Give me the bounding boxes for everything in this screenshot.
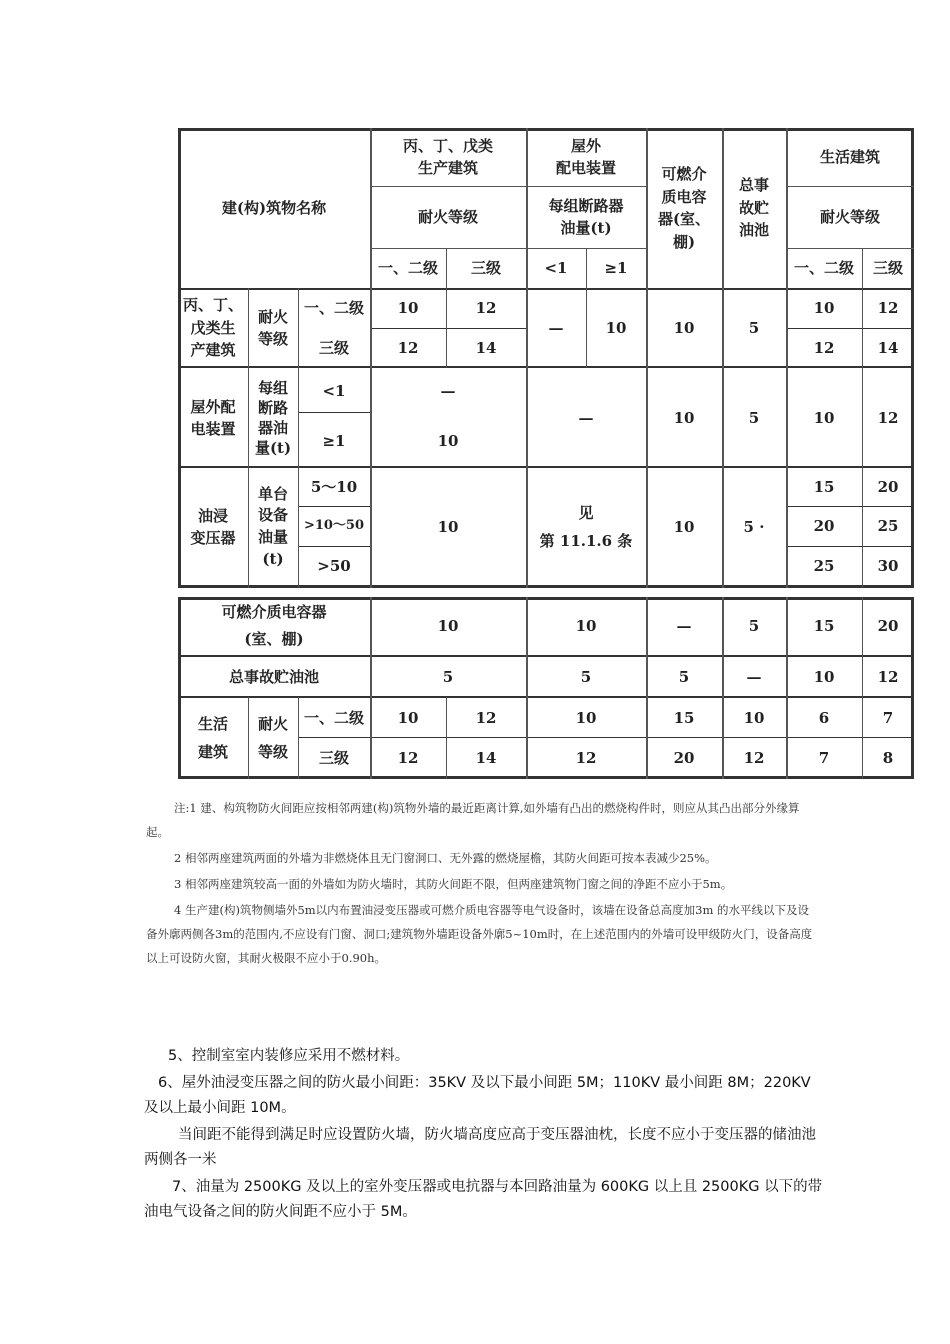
cell: 5: [442, 667, 454, 686]
cell: 10: [575, 708, 597, 727]
cell: 10: [813, 298, 835, 317]
row-label-production: 丙、丁、 戊类生 产建筑: [182, 296, 243, 360]
row-label-c1: 一、二级: [303, 298, 364, 317]
cell: 5: [748, 616, 760, 635]
note-1: 注:1 建、构筑物防火间距应按相邻两建(构)筑物外墙的最近距离计算,如外墙有凸出的燃烧构件时，则应从其凸出部分外缘算起。: [146, 801, 800, 839]
fire-separation-table-lower: [178, 597, 914, 779]
cell: 12: [877, 298, 899, 317]
cell: —: [440, 381, 456, 400]
cell: 8: [882, 748, 894, 767]
header-distribution-group: 屋外 配电装置: [555, 136, 616, 177]
row-label-lt1: <1: [322, 381, 346, 400]
note-2: 2 相邻两座建筑两面的外墙为非燃烧体且无门窗洞口、无外露的燃烧屋檐，其防火间距可按本表减少25%。: [174, 851, 717, 865]
cell: 14: [475, 748, 497, 767]
cell: 15: [813, 477, 835, 496]
cell: 5: [748, 408, 760, 427]
cell: 12: [397, 748, 419, 767]
body-paragraphs: [144, 1044, 824, 1225]
cell: 20: [877, 616, 899, 635]
row-label-ge1: ≥1: [322, 431, 346, 450]
fire-separation-table-upper: [178, 128, 914, 588]
header-living-c1: 一、二级: [793, 258, 854, 277]
cell: 10: [673, 517, 695, 536]
row-label-gt50: >50: [317, 556, 351, 575]
cell: —: [676, 616, 692, 635]
cell: 25: [813, 556, 835, 575]
cell: 10: [437, 517, 459, 536]
cell: 7: [882, 708, 894, 727]
cell: 14: [877, 338, 899, 357]
cell: 12: [475, 708, 497, 727]
row-sublabel-oil: 每组 断路 器油 量(t): [254, 378, 292, 458]
header-living-c2: 三级: [872, 258, 903, 277]
header-production-fire-rating: 耐火等级: [417, 207, 478, 226]
cell: 12: [813, 338, 835, 357]
table-notes: [146, 796, 816, 970]
header-distribution-oil: 每组断路器 油量(t): [548, 196, 624, 237]
cell: 12: [475, 298, 497, 317]
cell: 10: [605, 318, 627, 337]
row-label-c2: 三级: [318, 748, 349, 767]
row-sublabel-fire-rating: 耐火 等级: [257, 307, 288, 348]
row-label-transformer: 油浸 变压器: [190, 506, 236, 547]
cell: 10: [397, 708, 419, 727]
cell: 15: [813, 616, 835, 635]
cell: 20: [813, 516, 835, 535]
header-distribution-c2: ≥1: [604, 258, 628, 277]
cell: 12: [397, 338, 419, 357]
row-label-10-50: >10～50: [303, 518, 365, 534]
cell: —: [746, 667, 762, 686]
header-oil-pool: 总事 故贮 油池: [738, 176, 769, 240]
cell: 10: [673, 408, 695, 427]
header-production-group: 丙、丁、戊类 生产建筑: [402, 136, 493, 177]
header-capacitor: 可燃介 质电容 器(室、 棚): [657, 165, 711, 251]
cell-see-clause: 见 第 11.1.6 条: [539, 503, 633, 550]
header-distribution-c1: <1: [544, 258, 568, 277]
cell: 10: [437, 616, 459, 635]
cell: 5: [748, 318, 760, 337]
cell: 20: [877, 477, 899, 496]
cell: 6: [818, 708, 830, 727]
paragraph-5: 5、控制室室内装修应采用不燃材料。: [168, 1048, 410, 1064]
cell: 10: [813, 667, 835, 686]
cell: 5: [580, 667, 592, 686]
header-production-c1: 一、二级: [377, 258, 438, 277]
paragraph-7: 7、油量为 2500KG 及以上的室外变压器或电抗器与本回路油量为 600KG 以上且 2500KG 以下的带油电气设备之间的防火间距不应小于 5M。: [144, 1179, 823, 1220]
cell: 12: [877, 667, 899, 686]
cell: 10: [813, 408, 835, 427]
cell: 12: [877, 408, 899, 427]
cell: 15: [673, 708, 695, 727]
cell: —: [578, 408, 594, 427]
cell: 10: [743, 708, 765, 727]
cell: 12: [575, 748, 597, 767]
row-label-c2: 三级: [318, 338, 349, 357]
cell: 5 ·: [743, 517, 765, 536]
cell: 25: [877, 516, 899, 535]
cell: 5: [678, 667, 690, 686]
cell: 30: [877, 556, 899, 575]
row-sublabel-unit-oil: 单台 设备 油量 (t): [257, 484, 288, 568]
cell: —: [548, 318, 564, 337]
row-label-c1: 一、二级: [303, 708, 364, 727]
cell: 10: [437, 431, 459, 450]
row-label-distribution: 屋外配 电装置: [190, 397, 236, 438]
cell: 10: [397, 298, 419, 317]
cell: 10: [673, 318, 695, 337]
cell: 7: [818, 748, 830, 767]
paragraph-6: 6、屋外油浸变压器之间的防火最小间距：35KV 及以下最小间距 5M；110KV 最小间距 8M；220KV 及以上最小间距 10M。: [144, 1075, 811, 1116]
cell: 14: [475, 338, 497, 357]
header-production-c2: 三级: [470, 258, 501, 277]
note-3: 3 相邻两座建筑较高一面的外墙如为防火墙时，其防火间距不限，但两座建筑物门窗之间的净距不应小于5m。: [174, 877, 733, 891]
row-sublabel-fire-rating: 耐火 等级: [257, 714, 288, 761]
row-label-living: 生活 建筑: [197, 714, 228, 761]
cell: 20: [673, 748, 695, 767]
row-label-capacitor: 可燃介质电容器 (室、棚): [221, 603, 327, 648]
paragraph-6b: 当间距不能得到满足时应设置防火墙，防火墙高度应高于变压器油枕，长度不应小于变压器的储油池两侧各一米: [144, 1127, 816, 1168]
row-label-5-10: 5～10: [310, 477, 358, 496]
header-name-column: 建(构)筑物名称: [221, 198, 327, 217]
note-4: 4 生产建(构)筑物侧墙外5m以内布置油浸变压器或可燃介质电容器等电气设备时，该墙在设备总高度加3m 的水平线以下及设备外廓两侧各3m的范围内,不应设有门窗、洞口;建筑物外墙距设备外廓5~10m时，在上述范围内的外墙可设甲级防火门，设备高度以上可设防火窗，其耐火极限不应小于0.90h。: [146, 903, 813, 965]
header-living-fire-rating: 耐火等级: [819, 207, 880, 226]
cell: 12: [743, 748, 765, 767]
row-label-oil-pool: 总事故贮油池: [228, 667, 319, 686]
cell: 10: [575, 616, 597, 635]
header-living-group: 生活建筑: [819, 147, 880, 166]
